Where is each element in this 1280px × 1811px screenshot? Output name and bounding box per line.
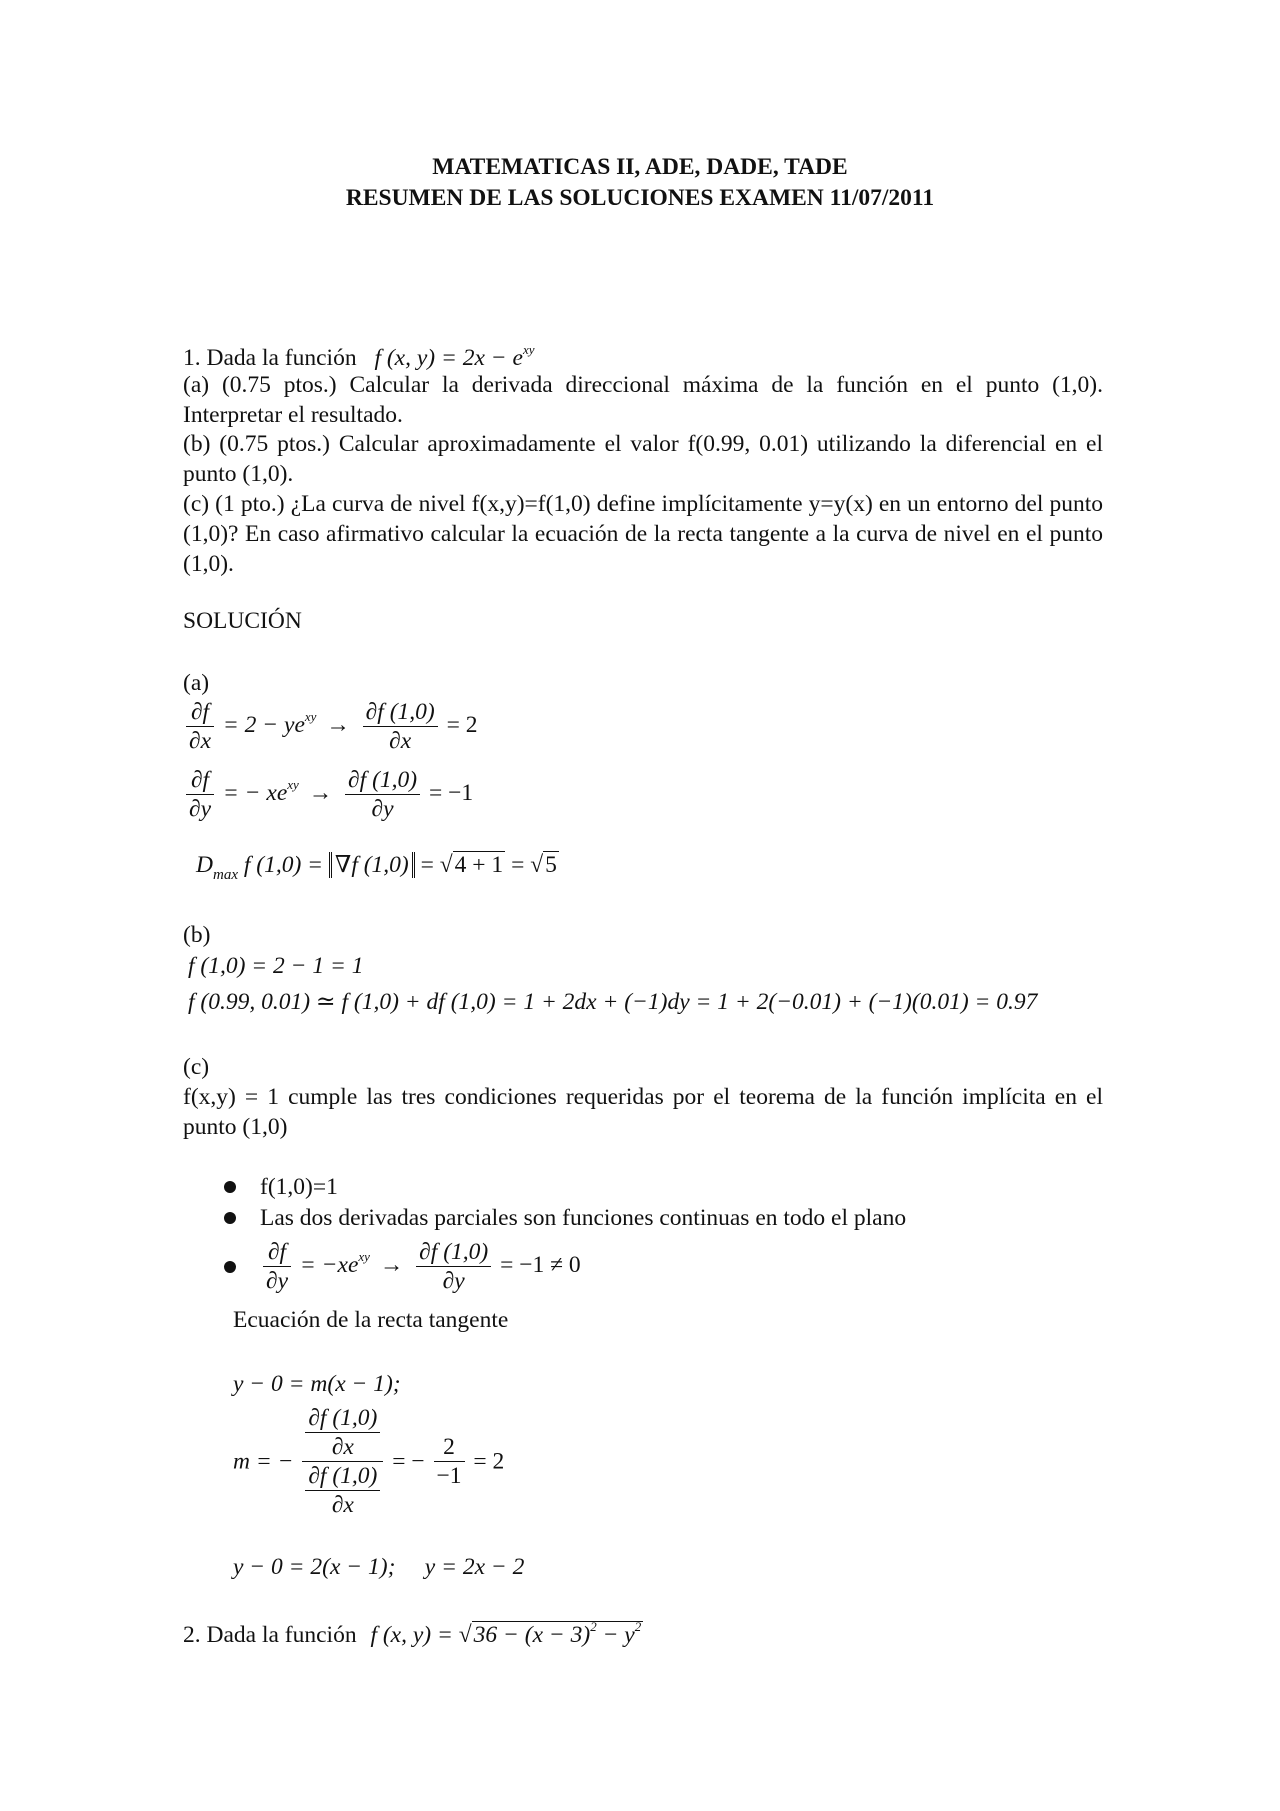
- m-top-num: ∂f (1,0): [305, 1404, 380, 1433]
- solution-a-dmax-row: $D_{max}$ f (1,0) = ∇f (1,0) = √4 + 1 = √5: [196, 852, 557, 883]
- dfdy10-val: = −1: [428, 779, 474, 806]
- problem1-part-a: (a) (0.75 ptos.) Calcular la derivada direccional máxima de la función en el punto (1,0). Interpretar el resultado.: [183, 372, 1103, 428]
- m-bot-den: ∂x: [331, 1492, 354, 1518]
- problem1-part-b: (b) (0.75 ptos.) Calcular aproximadamente el valor f(0.99, 0.01) utilizando la diferencial en el punto (1,0).: [183, 431, 1103, 487]
- dmax-sqrt2: 5: [545, 852, 557, 878]
- dfdy-fraction: [186, 766, 214, 823]
- m-val: = 2: [473, 1448, 505, 1475]
- dmax-f: f (1,0) =: [243, 852, 324, 878]
- dfdx10-fraction: [363, 698, 438, 755]
- solution-b-line1: f (1,0) = 2 − 1 = 1: [188, 953, 364, 979]
- m-small-fraction: [434, 1433, 465, 1490]
- tangent-eq1: y − 0 = m(x − 1);: [233, 1371, 401, 1397]
- tangent-label: Ecuación de la recta tangente: [233, 1307, 509, 1333]
- problem2-sqrt-sup-b: 2: [634, 1619, 642, 1634]
- problem2-sqrt: [472, 1621, 644, 1648]
- m-top-den: ∂x: [331, 1434, 354, 1460]
- dmax-sub: max: [212, 867, 238, 883]
- dmax-gradient-norm: ∇f (1,0): [329, 852, 415, 878]
- dfdx-num: ∂f: [186, 698, 214, 727]
- b3-fraction2: [416, 1238, 491, 1295]
- solution-c-label: (c): [183, 1054, 210, 1080]
- b3-expr: = −xe: [299, 1251, 359, 1278]
- bullet-1-dot: [224, 1181, 236, 1193]
- m-big-fraction: [302, 1404, 383, 1519]
- problem2-sqrt-a: 36 − (x − 3): [473, 1622, 591, 1648]
- b3-num2: ∂f (1,0): [416, 1238, 491, 1267]
- bullet-3-dot: [224, 1261, 236, 1273]
- m-frac-den: −1: [436, 1463, 462, 1489]
- b3-fraction: [263, 1238, 291, 1295]
- dfdx10-num: ∂f (1,0): [363, 698, 438, 727]
- bullet-1-text: f(1,0)=1: [260, 1174, 338, 1200]
- dfdx-fraction: [186, 698, 214, 755]
- m-bottom-fraction: [305, 1462, 380, 1519]
- dfdx10-den: ∂x: [389, 728, 412, 754]
- problem1-part-c: (c) (1 pto.) ¿La curva de nivel f(x,y)=f(1,0) define implícitamente y=y(x) en un entorno del punto (1,0)? En caso afirmativo calcular la ecuación de la recta tangente a la curva de nivel en el punto (1,0).: [183, 491, 1103, 577]
- dfdx10-val: = 2: [446, 711, 478, 738]
- dfdy-expr: = − xe: [222, 779, 288, 806]
- dfdx-expr: = 2 − ye: [222, 711, 305, 738]
- solution-heading: SOLUCIÓN: [183, 608, 302, 634]
- bullet-2-text: Las dos derivadas parciales son funciones continuas en todo el plano: [260, 1205, 907, 1231]
- problem2-sqrt-sup-a: 2: [590, 1619, 597, 1634]
- solution-a-dfdy-row: [183, 766, 473, 823]
- m-mid: = −: [392, 1448, 425, 1475]
- problem2-intro-text: 2. Dada la función: [183, 1622, 357, 1648]
- dfdx-arrow: →: [326, 711, 350, 738]
- solution-c-text: f(x,y) = 1 cumple las tres condiciones requeridas por el teorema de la función implícita en el punto (1,0): [183, 1084, 1103, 1140]
- problem1-function-exp: xy: [522, 342, 535, 357]
- dfdy10-num: ∂f (1,0): [345, 766, 420, 795]
- dfdy-den: ∂y: [189, 796, 212, 822]
- problem1-intro-text: 1. Dada la función: [183, 345, 357, 371]
- dmax-sqrt1: 4 + 1: [454, 852, 504, 878]
- problem2-lhs: f (x, y) =: [370, 1622, 453, 1648]
- m-top: [302, 1404, 383, 1462]
- b3-val: = −1 ≠ 0: [500, 1251, 581, 1278]
- dfdx-den: ∂x: [189, 728, 212, 754]
- b3-arrow: →: [379, 1251, 404, 1278]
- slope-formula: [233, 1404, 504, 1519]
- solution-a-label: (a): [183, 670, 210, 696]
- solution-b-label: (b): [183, 922, 211, 948]
- tangent-final: y − 0 = 2(x − 1); y = 2x − 2: [233, 1554, 525, 1580]
- b3-den2: ∂y: [442, 1268, 465, 1294]
- dmax-eq: =: [420, 852, 434, 878]
- b3-exp: xy: [358, 1248, 370, 1264]
- m-bottom: [302, 1462, 383, 1519]
- problem1-function: f (x, y) = 2x − e: [374, 345, 523, 371]
- problem2-sqrt-b: − y: [596, 1622, 635, 1648]
- dfdy10-den: ∂y: [371, 796, 394, 822]
- bullet-3-formula: [260, 1238, 581, 1295]
- dfdy10-fraction: [345, 766, 420, 823]
- dfdy-num: ∂f: [186, 766, 214, 795]
- dfdx-exp: xy: [304, 708, 317, 724]
- title-line-1: MATEMATICAS II, ADE, DADE, TADE: [432, 154, 848, 180]
- dfdy-exp: xy: [287, 776, 299, 792]
- solution-a-dfdx-row: [183, 698, 477, 755]
- problem2-intro: 2. Dada la función f (x, $y) = √36 - (x - 3)^2 - y^2$: [183, 1619, 642, 1648]
- dmax-D: D: [196, 852, 213, 878]
- b3-num: ∂f: [263, 1238, 291, 1267]
- m-bot-num: ∂f (1,0): [305, 1462, 380, 1491]
- m-frac-num: 2: [434, 1433, 465, 1462]
- m-top-fraction: [305, 1404, 380, 1461]
- dmax-eq2: =: [511, 852, 525, 878]
- solution-b-line2: f (0.99, 0.01) ≃ f (1,0) + df (1,0) = 1 + 2dx + (−1)dy = 1 + 2(−0.01) + (−1)(0.01) = 0.97: [188, 989, 1038, 1015]
- title-line-2: RESUMEN DE LAS SOLUCIONES EXAMEN 11/07/2011: [345, 185, 935, 211]
- m-lhs: m = −: [233, 1448, 294, 1475]
- problem1-intro: [183, 335, 535, 373]
- b3-den: ∂y: [266, 1268, 289, 1294]
- dfdy-arrow: →: [308, 779, 333, 806]
- bullet-2-dot: [224, 1212, 236, 1224]
